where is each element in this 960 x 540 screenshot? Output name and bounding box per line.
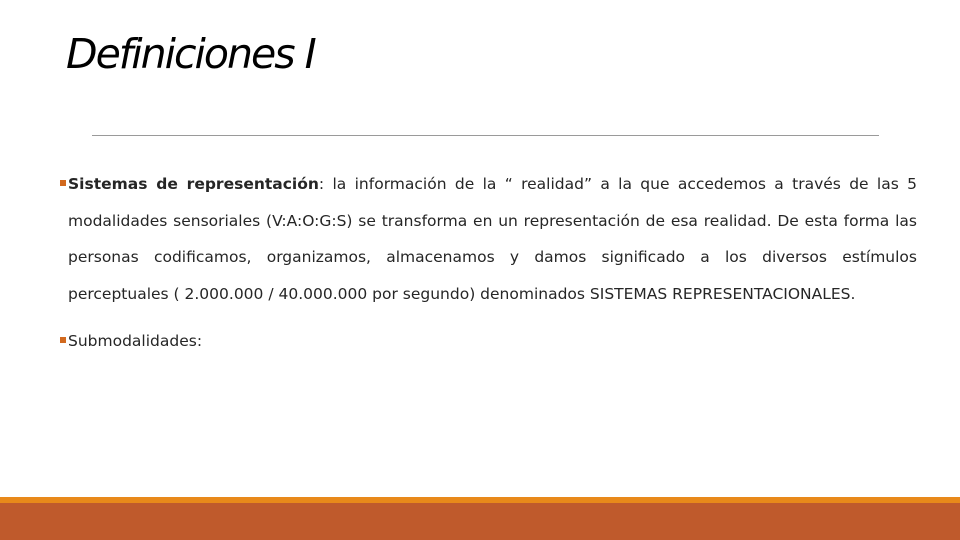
square-bullet-icon <box>60 180 66 186</box>
bullet-list <box>60 166 917 371</box>
bullet-item-sistemas <box>60 166 917 312</box>
bullet-text: : la información de la “ realidad” a la que accedemos a través de las 5 modalidades sensoriales (V:A:O:G:S) se transforma en un representación de esa realidad. De esta forma las personas codificamos, organizamos, almacenamos y damos significado a los diversos estímulos perceptuales ( 2.000.000 / 40.000.000 por segundo) denominados SISTEMAS REPRESENTACIONALES. <box>68 175 917 303</box>
footer-bar <box>0 503 960 540</box>
square-bullet-icon <box>60 337 66 343</box>
bullet-item-submodalidades <box>60 323 917 360</box>
bullet-text: Submodalidades: <box>68 332 203 350</box>
slide-title: Definiciones I <box>66 30 315 78</box>
title-divider <box>92 135 879 136</box>
bullet-term: Sistemas de representación <box>68 175 319 193</box>
